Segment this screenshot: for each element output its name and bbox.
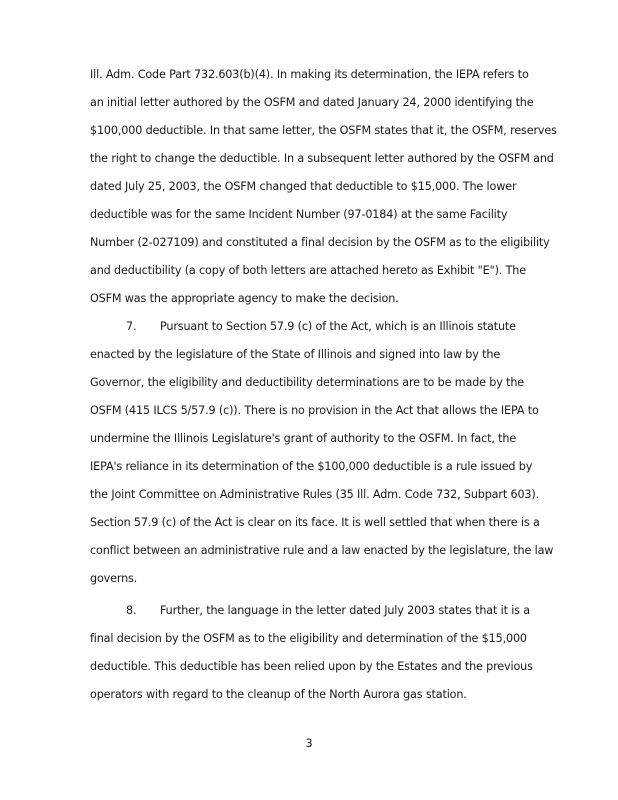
paragraph-number-8: 8. bbox=[126, 604, 137, 617]
body-line: Section 57.9 (c) of the Act is clear on its face. It is well settled that when there is a bbox=[90, 516, 540, 529]
body-line: OSFM was the appropriate agency to make the decision. bbox=[90, 292, 399, 305]
body-line: $100,000 deductible. In that same letter, the OSFM states that it, the OSFM, reserves bbox=[90, 124, 557, 137]
body-line: dated July 25, 2003, the OSFM changed that deductible to $15,000. The lower bbox=[90, 180, 517, 193]
body-line: an initial letter authored by the OSFM and dated January 24, 2000 identifying the bbox=[90, 96, 534, 109]
paragraph-number-7: 7. bbox=[126, 320, 137, 333]
body-line: Governor, the eligibility and deductibility determinations are to be made by the bbox=[90, 376, 525, 389]
body-line: deductible. This deductible has been relied upon by the Estates and the previous bbox=[90, 660, 533, 673]
body-line: the Joint Committee on Administrative Rules (35 Ill. Adm. Code 732, Subpart 603). bbox=[90, 488, 540, 501]
body-line: Ill. Adm. Code Part 732.603(b)(4). In making its determination, the IEPA refers to bbox=[90, 68, 529, 81]
body-line: and deductibility (a copy of both letters are attached hereto as Exhibit "E"). The bbox=[90, 264, 526, 277]
paragraph-8-first-line: Further, the language in the letter dated July 2003 states that it is a bbox=[160, 604, 530, 617]
body-line: conflict between an administrative rule and a law enacted by the legislature, the law bbox=[90, 544, 554, 557]
body-line: undermine the Illinois Legislature's grant of authority to the OSFM. In fact, the bbox=[90, 432, 517, 445]
body-line: deductible was for the same Incident Number (97-0184) at the same Facility bbox=[90, 208, 508, 221]
paragraph-7-first-line: Pursuant to Section 57.9 (c) of the Act, which is an Illinois statute bbox=[160, 320, 516, 333]
body-line: enacted by the legislature of the State of Illinois and signed into law by the bbox=[90, 348, 501, 361]
page-number: 3 bbox=[305, 737, 313, 750]
body-line: the right to change the deductible. In a subsequent letter authored by the OSFM and bbox=[90, 152, 554, 165]
body-line: OSFM (415 ILCS 5/57.9 (c)). There is no provision in the Act that allows the IEPA to bbox=[90, 404, 539, 417]
body-line: Number (2-027109) and constituted a final decision by the OSFM as to the eligibility bbox=[90, 236, 550, 249]
body-line: IEPA's reliance in its determination of the $100,000 deductible is a rule issued by bbox=[90, 460, 533, 473]
body-line: final decision by the OSFM as to the eligibility and determination of the $15,000 bbox=[90, 632, 527, 645]
body-line: governs. bbox=[90, 572, 138, 585]
body-line: operators with regard to the cleanup of the North Aurora gas station. bbox=[90, 688, 467, 701]
